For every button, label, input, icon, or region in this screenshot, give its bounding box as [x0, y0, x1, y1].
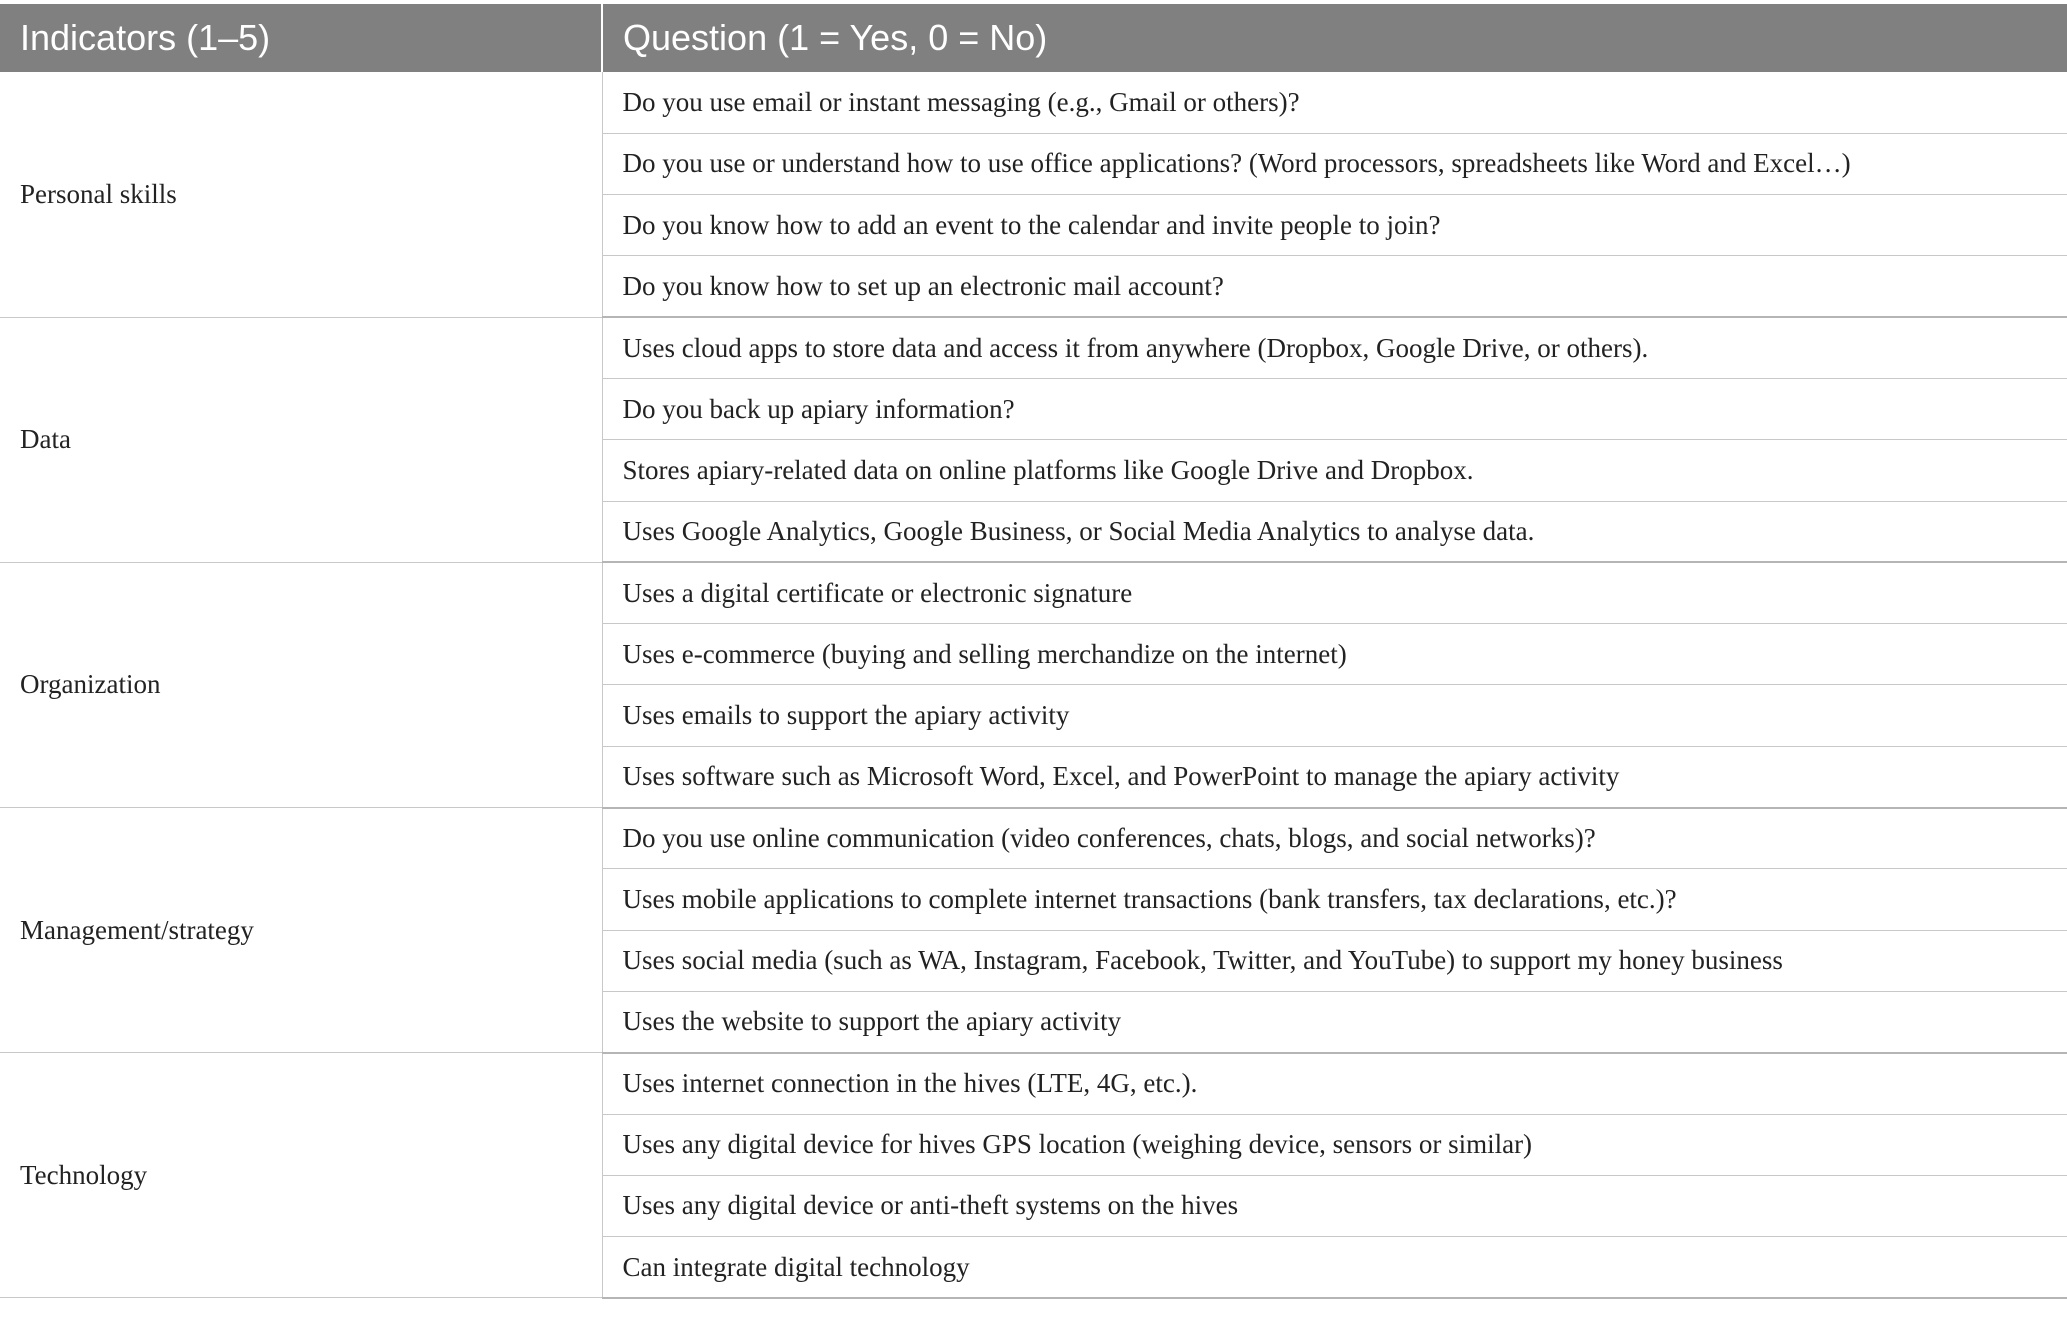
indicator-cell: Organization [0, 562, 602, 807]
header-question: Question (1 = Yes, 0 = No) [602, 4, 2067, 72]
question-cell: Do you back up apiary information? [602, 378, 2067, 439]
question-cell: Uses software such as Microsoft Word, Excel, and PowerPoint to manage the apiary activity [602, 746, 2067, 807]
question-cell: Uses e-commerce (buying and selling merchandize on the internet) [602, 624, 2067, 685]
table-row [0, 72, 2067, 133]
table-row [0, 562, 2067, 623]
indicator-cell: Data [0, 317, 602, 562]
table-header [0, 4, 2067, 72]
question-cell: Uses any digital device or anti-theft systems on the hives [602, 1175, 2067, 1236]
table-row [0, 808, 2067, 869]
question-cell: Do you know how to set up an electronic mail account? [602, 256, 2067, 317]
question-cell: Stores apiary-related data on online platforms like Google Drive and Dropbox. [602, 440, 2067, 501]
table-row [0, 1053, 2067, 1114]
question-cell: Uses a digital certificate or electronic signature [602, 562, 2067, 623]
indicator-cell: Personal skills [0, 72, 602, 317]
indicator-cell: Technology [0, 1053, 602, 1298]
indicator-cell: Management/strategy [0, 808, 602, 1053]
header-row [0, 4, 2067, 72]
question-cell: Do you know how to add an event to the calendar and invite people to join? [602, 195, 2067, 256]
question-cell: Can integrate digital technology [602, 1237, 2067, 1298]
table-body [0, 72, 2067, 1298]
header-indicators: Indicators (1–5) [0, 4, 602, 72]
indicators-table [0, 4, 2067, 1299]
question-cell: Uses the website to support the apiary activity [602, 991, 2067, 1052]
question-cell: Uses mobile applications to complete internet transactions (bank transfers, tax declarations, etc.)? [602, 869, 2067, 930]
question-cell: Uses internet connection in the hives (LTE, 4G, etc.). [602, 1053, 2067, 1114]
question-cell: Do you use online communication (video conferences, chats, blogs, and social networks)? [602, 808, 2067, 869]
question-cell: Do you use email or instant messaging (e.g., Gmail or others)? [602, 72, 2067, 133]
question-cell: Uses any digital device for hives GPS location (weighing device, sensors or similar) [602, 1114, 2067, 1175]
question-cell: Uses Google Analytics, Google Business, or Social Media Analytics to analyse data. [602, 501, 2067, 562]
question-cell: Uses cloud apps to store data and access it from anywhere (Dropbox, Google Drive, or others). [602, 317, 2067, 378]
question-cell: Uses social media (such as WA, Instagram, Facebook, Twitter, and YouTube) to support my honey business [602, 930, 2067, 991]
table-row [0, 317, 2067, 378]
question-cell: Uses emails to support the apiary activity [602, 685, 2067, 746]
question-cell: Do you use or understand how to use office applications? (Word processors, spreadsheets like Word and Excel…) [602, 133, 2067, 194]
